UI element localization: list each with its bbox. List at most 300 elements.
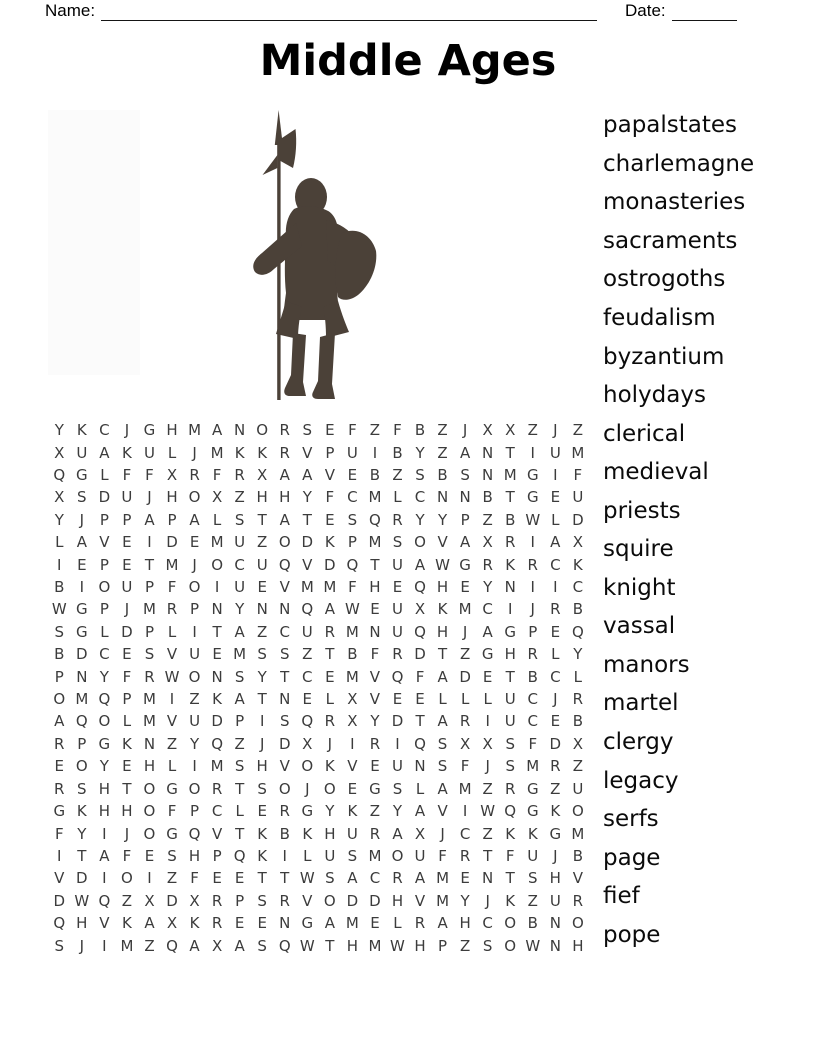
grid-letter: T [505, 667, 515, 686]
word-list-item: medieval [603, 459, 709, 486]
grid-letter: P [190, 600, 200, 619]
grid-letter: G [53, 802, 66, 821]
grid-letter: N [279, 600, 291, 619]
grid-letter: Y [77, 824, 87, 843]
grid-letter: I [192, 757, 197, 776]
word-list-item: clerical [603, 420, 686, 447]
grid-letter: D [414, 645, 426, 664]
grid-letter: Q [571, 622, 584, 641]
grid-letter: N [549, 914, 561, 933]
grid-letter: S [302, 421, 313, 440]
grid-letter: H [391, 891, 404, 910]
grid-letter: T [144, 555, 155, 574]
grid-letter: B [414, 421, 426, 440]
grid-letter: C [211, 802, 223, 821]
date-fill-line[interactable] [672, 0, 737, 21]
grid-letter: V [437, 533, 448, 552]
grid-letter: V [437, 802, 448, 821]
grid-letter: O [504, 914, 517, 933]
grid-letter: R [279, 802, 290, 821]
grid-letter: C [482, 600, 493, 619]
grid-letter: T [415, 712, 425, 731]
grid-letter: K [121, 734, 132, 753]
grid-letter: Q [414, 734, 426, 753]
grid-letter: W [299, 869, 315, 888]
grid-letter: Z [166, 734, 178, 753]
grid-letter: K [505, 555, 516, 574]
grid-letter: S [144, 645, 155, 664]
grid-letter: R [234, 466, 245, 485]
grid-letter: P [460, 510, 470, 529]
grid-letter: U [391, 555, 403, 574]
grid-letter: T [257, 690, 267, 709]
grid-letter: E [189, 533, 200, 552]
word-list-item: ostrogoths [603, 266, 726, 293]
grid-letter: F [393, 421, 402, 440]
grid-letter: R [211, 891, 223, 910]
grid-letter: N [256, 600, 268, 619]
grid-letter: F [145, 466, 154, 485]
grid-letter: N [414, 757, 426, 776]
grid-letter: A [414, 869, 426, 888]
grid-letter: P [325, 443, 335, 462]
grid-letter: E [212, 869, 222, 888]
grid-letter: M [571, 443, 585, 462]
grid-letter: T [257, 510, 267, 529]
grid-letter: Z [166, 869, 178, 888]
grid-letter: T [505, 869, 515, 888]
grid-letter: E [460, 578, 470, 597]
word-list-item: holydays [603, 382, 706, 409]
grid-letter: R [482, 555, 493, 574]
grid-letter: D [53, 891, 66, 910]
grid-letter: D [166, 533, 178, 552]
grid-letter: Q [166, 936, 178, 955]
grid-letter: G [369, 779, 381, 798]
word-list-item: feudalism [603, 305, 716, 331]
grid-letter: H [369, 578, 381, 597]
grid-letter: O [391, 846, 404, 865]
grid-letter: G [143, 421, 156, 440]
grid-letter: P [167, 510, 177, 529]
grid-letter: B [505, 510, 516, 529]
grid-letter: M [368, 488, 382, 507]
grid-letter: N [279, 914, 291, 933]
grid-letter: F [122, 667, 132, 686]
grid-letter: E [144, 846, 155, 865]
grid-letter: L [167, 757, 177, 776]
grid-letter: O [143, 824, 156, 843]
grid-letter: Q [414, 622, 426, 641]
grid-letter: U [346, 824, 358, 843]
word-list-item: pope [603, 921, 661, 948]
grid-letter: P [122, 690, 132, 709]
grid-letter: J [79, 936, 85, 955]
grid-letter: Z [437, 421, 448, 440]
grid-letter: E [325, 667, 335, 686]
grid-letter: R [572, 891, 584, 910]
grid-letter: A [550, 533, 561, 552]
grid-letter: G [166, 824, 178, 843]
grid-letter: S [392, 533, 403, 552]
grid-letter: R [54, 734, 65, 753]
grid-letter: I [79, 578, 85, 597]
grid-letter: J [147, 488, 152, 507]
grid-letter: G [526, 488, 539, 507]
grid-letter: R [550, 757, 561, 776]
grid-letter: I [57, 555, 62, 574]
grid-letter: H [121, 802, 133, 821]
grid-letter: A [437, 779, 448, 798]
grid-letter: R [211, 914, 223, 933]
word-list-item: byzantium [603, 343, 725, 370]
grid-letter: A [234, 936, 245, 955]
grid-letter: K [324, 757, 335, 776]
grid-letter: S [437, 734, 448, 753]
grid-letter: A [189, 510, 200, 529]
grid-letter: Y [54, 510, 64, 529]
grid-letter: R [369, 734, 381, 753]
grid-letter: G [166, 779, 178, 798]
grid-letter: G [504, 622, 517, 641]
grid-letter: I [530, 443, 535, 462]
grid-letter: M [300, 578, 314, 597]
grid-letter: A [459, 533, 471, 552]
grid-letter: B [392, 443, 403, 462]
grid-letter: P [99, 510, 109, 529]
grid-letter: X [459, 734, 471, 753]
grid-letter: B [369, 466, 381, 485]
grid-letter: C [234, 555, 245, 574]
grid-letter: U [256, 555, 268, 574]
grid-letter: B [279, 824, 290, 843]
grid-letter: I [507, 600, 513, 619]
grid-letter: J [553, 846, 558, 865]
grid-letter: G [481, 645, 494, 664]
grid-letter: O [75, 757, 88, 776]
grid-letter: R [392, 510, 403, 529]
grid-letter: H [572, 936, 584, 955]
grid-letter: C [369, 869, 381, 888]
grid-letter: U [414, 846, 426, 865]
grid-letter: O [98, 578, 111, 597]
grid-letter: M [368, 936, 382, 955]
grid-letter: C [527, 712, 538, 731]
grid-letter: X [166, 914, 178, 933]
grid-letter: V [347, 757, 358, 776]
grid-letter: P [190, 802, 200, 821]
grid-letter: O [98, 712, 111, 731]
knight-silhouette-shapes [253, 110, 376, 400]
grid-letter: V [279, 578, 290, 597]
grid-letter: H [98, 802, 110, 821]
grid-letter: A [414, 555, 426, 574]
grid-letter: W [435, 555, 450, 574]
grid-letter: Z [527, 421, 538, 440]
grid-letter: N [436, 488, 449, 507]
grid-letter: C [459, 824, 471, 843]
grid-letter: O [143, 802, 156, 821]
grid-letter: F [122, 846, 132, 865]
grid-letter: V [166, 645, 178, 664]
grid-letter: J [530, 600, 535, 619]
grid-letter: P [77, 734, 87, 753]
grid-letter: D [166, 891, 178, 910]
grid-letter: Q [233, 846, 246, 865]
word-list-item: legacy [603, 767, 679, 794]
grid-letter: Q [391, 667, 404, 686]
grid-letter: L [415, 779, 425, 798]
grid-letter: K [76, 421, 87, 440]
grid-letter: S [437, 757, 448, 776]
grid-letter: Q [75, 712, 88, 731]
grid-letter: K [527, 824, 538, 843]
grid-letter: V [166, 712, 178, 731]
grid-letter: A [211, 421, 223, 440]
grid-letter: D [76, 869, 88, 888]
grid-letter: P [235, 891, 245, 910]
grid-letter: A [437, 914, 448, 933]
grid-letter: X [414, 600, 426, 619]
grid-letter: F [167, 578, 177, 597]
grid-letter: G [76, 600, 88, 619]
grid-letter: E [257, 578, 267, 597]
grid-letter: Z [572, 757, 583, 776]
grid-letter: D [301, 533, 314, 552]
grid-letter: S [347, 846, 358, 865]
grid-letter: V [369, 667, 381, 686]
grid-letter: E [77, 555, 87, 574]
grid-letter: S [167, 846, 177, 865]
grid-letter: Z [527, 891, 538, 910]
grid-letter: T [280, 869, 290, 888]
grid-letter: Y [573, 645, 583, 664]
letter-grid [48, 419, 589, 957]
grid-letter: T [212, 622, 222, 641]
grid-letter: E [347, 779, 358, 798]
grid-letter: Q [98, 891, 111, 910]
grid-letter: L [483, 690, 492, 709]
grid-letter: A [144, 510, 155, 529]
grid-letter: V [99, 533, 110, 552]
grid-letter: K [437, 600, 448, 619]
grid-letter: K [257, 846, 268, 865]
grid-letter: S [392, 779, 403, 798]
grid-letter: M [233, 645, 247, 664]
grid-letter: L [235, 802, 244, 821]
grid-letter: G [526, 466, 539, 485]
grid-letter: K [189, 914, 200, 933]
word-list-item: monasteries [603, 189, 746, 216]
grid-letter: E [392, 690, 403, 709]
grid-letter: E [122, 757, 132, 776]
grid-letter: S [257, 936, 267, 955]
grid-letter: M [345, 622, 359, 641]
grid-letter: H [76, 914, 88, 933]
grid-letter: A [99, 443, 110, 462]
grid-letter: M [142, 690, 156, 709]
grid-letter: D [98, 488, 111, 507]
grid-letter: L [100, 466, 109, 485]
grid-letter: A [234, 690, 245, 709]
grid-letter: C [99, 645, 110, 664]
grid-letter: K [76, 802, 87, 821]
grid-letter: N [211, 667, 223, 686]
grid-letter: H [504, 645, 516, 664]
grid-letter: I [169, 690, 175, 709]
grid-letter: U [234, 578, 246, 597]
grid-letter: I [462, 802, 468, 821]
grid-letter: M [368, 533, 382, 552]
grid-letter: K [121, 443, 132, 462]
grid-letter: X [505, 421, 516, 440]
grid-letter: Q [278, 555, 291, 574]
grid-letter: U [143, 443, 155, 462]
grid-letter: S [460, 466, 470, 485]
grid-letter: B [347, 645, 358, 664]
grid-letter: U [189, 712, 201, 731]
grid-letter: R [324, 712, 336, 731]
grid-letter: J [305, 779, 310, 798]
grid-letter: F [54, 824, 64, 843]
grid-letter: M [368, 846, 382, 865]
grid-letter: I [553, 578, 558, 597]
grid-letter: P [99, 600, 109, 619]
grid-letter: S [527, 869, 538, 888]
grid-letter: J [553, 690, 558, 709]
grid-letter: R [54, 779, 65, 798]
grid-letter: T [302, 510, 312, 529]
grid-letter: E [212, 645, 222, 664]
grid-letter: L [100, 622, 109, 641]
grid-letter: M [345, 914, 359, 933]
grid-letter: H [256, 488, 268, 507]
grid-letter: F [212, 466, 222, 485]
grid-letter: P [99, 555, 109, 574]
grid-letter: K [212, 690, 223, 709]
grid-letter: T [370, 555, 380, 574]
grid-letter: F [415, 667, 425, 686]
grid-letter: A [437, 712, 448, 731]
grid-letter: M [526, 757, 540, 776]
grid-letter: H [459, 914, 471, 933]
word-list-item: page [603, 844, 661, 871]
grid-letter: S [234, 757, 245, 776]
grid-letter: K [505, 824, 516, 843]
grid-letter: C [302, 667, 313, 686]
grid-letter: M [120, 936, 134, 955]
grid-letter: B [54, 645, 65, 664]
grid-letter: A [302, 466, 313, 485]
grid-letter: Y [483, 578, 493, 597]
grid-letter: O [256, 421, 269, 440]
grid-letter: R [550, 600, 561, 619]
grid-letter: N [234, 421, 246, 440]
grid-letter: E [370, 600, 380, 619]
grid-letter: V [99, 914, 110, 933]
grid-letter: O [323, 891, 336, 910]
grid-letter: L [167, 622, 177, 641]
grid-letter: X [572, 533, 583, 552]
grid-letter: F [438, 846, 447, 865]
grid-letter: Z [572, 421, 583, 440]
grid-letter: O [414, 533, 426, 552]
grid-letter: H [166, 421, 178, 440]
grid-letter: T [280, 667, 290, 686]
name-fill-line[interactable] [101, 0, 597, 21]
grid-letter: D [346, 891, 359, 910]
date-label: Date: [625, 1, 666, 20]
grid-letter: M [210, 757, 224, 776]
grid-letter: J [553, 421, 558, 440]
grid-letter: G [76, 622, 88, 641]
grid-letter: S [482, 936, 493, 955]
grid-letter: N [369, 622, 381, 641]
grid-letter: S [77, 488, 87, 507]
grid-letter: Z [369, 802, 381, 821]
grid-letter: E [550, 622, 561, 641]
grid-letter: K [257, 443, 268, 462]
grid-letter: G [301, 914, 314, 933]
grid-letter: B [572, 712, 583, 731]
word-list-item: serfs [603, 806, 659, 833]
grid-letter: A [54, 712, 65, 731]
grid-letter: H [346, 936, 359, 955]
grid-letter: D [278, 734, 291, 753]
grid-letter: Z [550, 779, 561, 798]
grid-letter: K [550, 802, 561, 821]
word-list-item: manors [603, 651, 690, 678]
grid-letter: K [234, 443, 245, 462]
grid-letter: E [460, 869, 470, 888]
grid-letter: Q [414, 578, 426, 597]
grid-letter: E [415, 690, 425, 709]
grid-letter: M [345, 667, 359, 686]
grid-letter: T [505, 443, 515, 462]
grid-letter: F [190, 869, 199, 888]
grid-letter: I [259, 712, 265, 731]
grid-letter: T [235, 824, 245, 843]
grid-letter: G [526, 802, 539, 821]
grid-letter: H [143, 757, 156, 776]
grid-letter: S [325, 869, 335, 888]
word-list-item: vassal [603, 613, 676, 640]
grid-letter: O [188, 667, 201, 686]
grid-letter: Y [189, 734, 200, 753]
grid-letter: R [572, 690, 584, 709]
grid-letter: R [279, 421, 290, 440]
grid-letter: N [279, 690, 291, 709]
grid-letter: A [324, 600, 335, 619]
grid-letter: M [188, 421, 202, 440]
grid-letter: U [572, 779, 584, 798]
word-list-item: charlemagne [603, 150, 755, 177]
grid-letter: I [102, 936, 107, 955]
faint-background-box [48, 110, 140, 375]
grid-letter: I [214, 578, 220, 597]
grid-letter: W [74, 891, 90, 910]
grid-letter: F [505, 846, 515, 865]
grid-letter: O [53, 690, 66, 709]
grid-letter: R [392, 869, 403, 888]
grid-letter: C [550, 667, 561, 686]
grid-letter: R [369, 824, 381, 843]
grid-letter: A [99, 846, 110, 865]
grid-letter: L [325, 690, 335, 709]
grid-letter: L [167, 443, 177, 462]
grid-letter: Q [369, 510, 381, 529]
grid-letter: F [528, 734, 538, 753]
